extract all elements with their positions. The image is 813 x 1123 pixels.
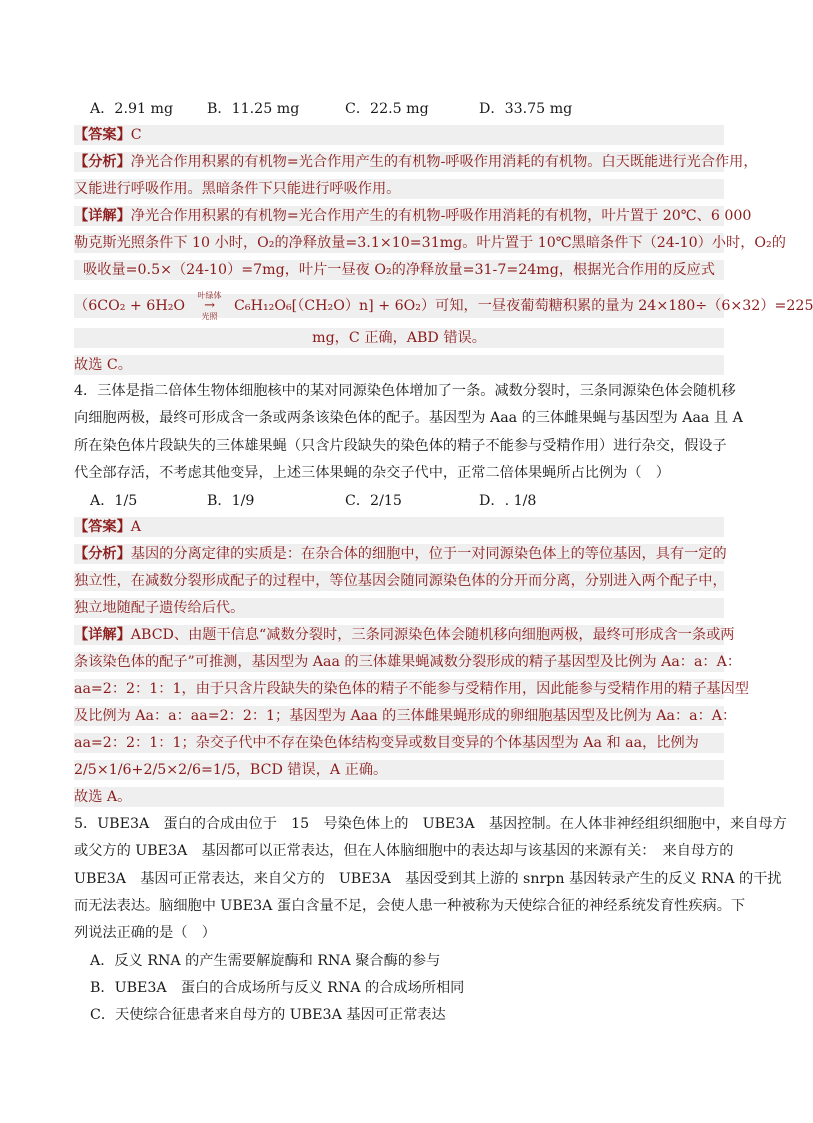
detail-tag: 【详解】: [74, 208, 131, 224]
detail-text: ABCD、由题干信息“减数分裂时，三条同源染色体会随机移向细胞两极，最终可形成含一条或两: [130, 627, 735, 643]
answer-tag: 【答案】: [74, 127, 131, 143]
detail-text: 净光合作用积累的有机物=光合作用产生的有机物-呼吸作用消耗的有机物，叶片置于 20℃、6 000: [130, 208, 752, 224]
q4-option-a: A．1/5: [90, 493, 138, 509]
q4-detail-line-4: 及比例为 Aa：a：aa=2：2：1；基因型为 Aaa 的三体雌果蝇形成的卵细胞基因型及比例为 Aa：a：A：: [74, 708, 737, 724]
q3-detail-line-5: mg，C 正确，ABD 错误。: [74, 328, 724, 348]
reaction-arrow-icon: 叶绿体 → 光照: [190, 294, 230, 318]
analysis-text: 基因的分离定律的实质是：在杂合体的细胞中，位于一对同源染色体上的等位基因，具有一定的: [130, 546, 727, 562]
q4-analysis-line-3: 独立地随配子遗传给后代。: [74, 598, 724, 618]
q4-detail-line-3: aa=2：2：1：1，由于只含片段缺失的染色体的精子不能参与受精作用，因此能参与受精作用的精子基因型: [74, 681, 749, 697]
q4-detail-line-6: 2/5×1/6+2/5×2/6=1/5，BCD 错误，A 正确。: [74, 760, 724, 780]
formula-left: （6CO₂ + 6H₂O: [74, 298, 186, 314]
analysis-text: 净光合作用积累的有机物=光合作用产生的有机物-呼吸作用消耗的有机物。白天既能进行光合作用，: [130, 154, 758, 170]
q5-option-c: C．天使综合征患者来自母方的 UBE3A 基因可正常表达: [90, 1007, 446, 1023]
q4-stem-line-3: 所在染色体片段缺失的三体雄果蝇（只含片段缺失的染色体的精子不能参与受精作用）进行杂交，假设子: [74, 438, 727, 454]
q3-detail-line-2: 勒克斯光照条件下 10 小时，O₂的净释放量=3.1×10=31mg。叶片置于 10℃黑暗条件下（24-10）小时，O₂的: [74, 235, 786, 251]
q3-detail-line-1: [74, 206, 752, 226]
q3-option-b: B．11.25 mg: [207, 101, 300, 117]
q4-options: [90, 491, 536, 511]
analysis-tag: 【分析】: [74, 546, 131, 562]
q3-options: [90, 99, 572, 119]
q4-detail-line-1: [74, 625, 735, 645]
q4-stem-line-2: 向细胞两极，最终可形成含一条或两条该染色体的配子。基因型为 Aaa 的三体雌果蝇与基因型为 Aaa 且 A: [74, 410, 743, 426]
q5-stem-line-5: 列说法正确的是（ ）: [74, 925, 216, 941]
q4-option-d: D．. 1/8: [479, 493, 537, 509]
q3-analysis-line-2: 又能进行呼吸作用。黑暗条件下只能进行呼吸作用。: [74, 179, 724, 199]
q3-formula-line: [74, 291, 813, 321]
arrow-top-label: 叶绿体: [197, 291, 222, 300]
answer-value: A: [130, 519, 142, 535]
q4-detail-line-5: aa=2：2：1：1；杂交子代中不存在染色体结构变异或数目变异的个体基因型为 Aa 和 aa，比例为: [74, 733, 724, 753]
q5-option-a: A．反义 RNA 的产生需要解旋酶和 RNA 聚合酶的参与: [90, 953, 441, 969]
q4-stem-line-1: 4．三体是指二倍体生物体细胞核中的某对同源染色体增加了一条。减数分裂时，三条同源染色体会随机移: [74, 383, 736, 399]
q3-option-a: A．2.91 mg: [90, 101, 174, 117]
q3-option-c: C．22.5 mg: [345, 101, 429, 117]
analysis-tag: 【分析】: [74, 154, 131, 170]
q3-option-d: D．33.75 mg: [479, 101, 573, 117]
q4-stem-line-4: 代全部存活，不考虑其他变异，上述三体果蝇的杂交子代中，正常二倍体果蝇所占比例为（ ）: [74, 465, 670, 481]
answer-value: C: [130, 127, 142, 143]
answer-tag: 【答案】: [74, 519, 131, 535]
detail-tag: 【详解】: [74, 627, 131, 643]
q4-option-c: C．2/15: [345, 493, 402, 509]
q4-detail-line-2: 条该染色体的配子”可推测，基因型为 Aaa 的三体雄果蝇减数分裂形成的精子基因型及比例为 Aa：a：A：: [74, 654, 742, 670]
q3-conclusion: 故选 C。: [74, 355, 724, 375]
q4-analysis-line-2: 独立性，在减数分裂形成配子的过程中，等位基因会随同源染色体的分开而分离，分别进入两个配子中，: [74, 573, 727, 589]
q4-analysis-line-1: [74, 544, 727, 564]
q3-analysis-line-1: [74, 152, 758, 172]
q3-answer: [74, 125, 724, 145]
q5-stem-line-4: 而无法表达。脑细胞中 UBE3A 蛋白含量不足，会使人患一种被称为天使综合征的神经系统发育性疾病。下: [74, 898, 746, 914]
q5-stem-line-1: 5．UBE3A 蛋白的合成由位于 15 号染色体上的 UBE3A 基因控制。在人体非神经组织细胞中，来自母方: [74, 816, 787, 832]
arrow-bottom-label: 光照: [201, 312, 218, 321]
q5-stem-line-3: UBE3A 基因可正常表达，来自父方的 UBE3A 基因受到其上游的 snrpn 基因转录产生的反义 RNA 的干扰: [74, 871, 782, 887]
q4-option-b: B．1/9: [207, 493, 255, 509]
q5-stem-line-2: 或父方的 UBE3A 基因都可以正常表达，但在人体脑细胞中的表达却与该基因的来源有关： 来自母方的: [74, 843, 734, 859]
q4-conclusion: 故选 A。: [74, 787, 724, 807]
formula-right: C₆H₁₂O₆[（CH₂O）n] + 6O₂）可知，一昼夜葡萄糖积累的量为 24×180÷（6×32）=225: [234, 298, 813, 314]
q3-detail-line-3: 吸收量=0.5×（24-10）=7mg，叶片一昼夜 O₂的净释放量=31-7=24mg，根据光合作用的反应式: [74, 260, 724, 280]
q4-answer: [74, 517, 724, 537]
q5-option-b: B．UBE3A 蛋白的合成场所与反义 RNA 的合成场所相同: [90, 980, 465, 996]
